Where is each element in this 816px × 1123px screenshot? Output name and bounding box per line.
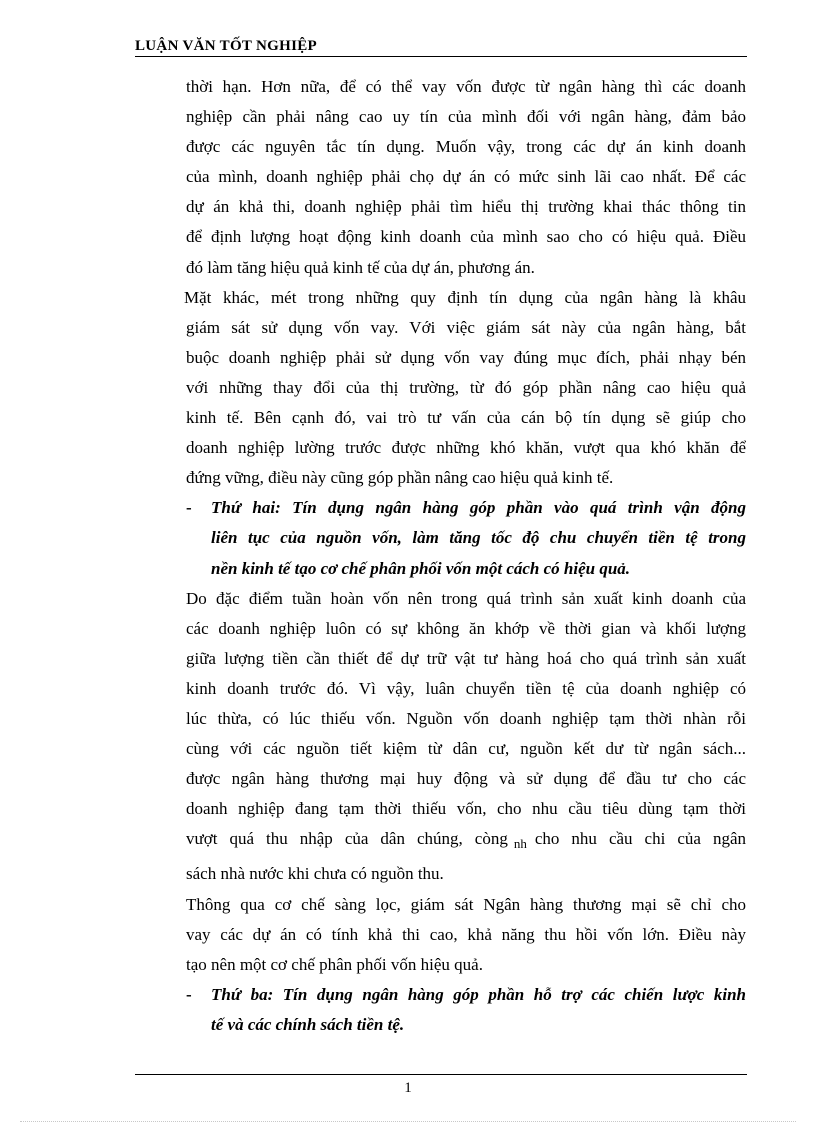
page-number: 1 (404, 1080, 412, 1096)
text-line: Thứ ba: Tín dụng ngân hàng góp phần hỗ trợ các chiến lược kinh (211, 984, 746, 1004)
text-line: thời hạn. Hơn nữa, để có thể vay vốn được từ ngân hàng thì các doanh (186, 77, 746, 96)
text-line: lúc thừa, có lúc thiếu vốn. Nguồn vốn doanh nghiệp tạm thời nhàn rỗi (186, 708, 746, 728)
bullet-second-role (186, 493, 746, 583)
text-line: giám sát sử dụng vốn vay. Với việc giám sát này của ngân hàng, bắt (186, 317, 746, 337)
text-line: đó làm tăng hiệu quả kinh tế của dự án, phương án. (186, 257, 535, 277)
text-line: các doanh nghiệp luôn có sự không ăn khớp về thời gian và khối lượng (186, 618, 746, 638)
page-edge (20, 1121, 796, 1122)
paragraph-capital-circulation (186, 584, 746, 890)
text-line: doanh nghiệp lường trước được những khó khăn, vượt qua khó khăn để (186, 438, 746, 458)
bullet-dash: - (186, 498, 192, 518)
text-line: kinh tế. Bên cạnh đó, vai trò tư vấn của cán bộ tín dụng sẽ giúp cho (186, 408, 746, 428)
text-fragment: cho nhu cầu chi của ngân (534, 829, 746, 849)
text-line: với những thay đổi của thị trường, từ đó góp phần nâng cao hiệu quả (186, 377, 746, 397)
bullet-third-role (186, 980, 746, 1040)
paragraph-screening (186, 890, 746, 980)
header-rule (135, 56, 747, 57)
text-line: giữa lượng tiền cần thiết để dự trữ vật tư hàng hoá cho quá trình sản xuất (186, 648, 746, 668)
text-line: doanh nghiệp đang tạm thời thiếu vốn, cho nhu cầu tiêu dùng tạm thời (186, 799, 746, 819)
text-line: vay các dự án có tính khả thi cao, khả năng thu hồi vốn lớn. Điều này (186, 924, 746, 944)
text-line: tế và các chính sách tiền tệ. (211, 1014, 405, 1034)
text-line: được các nguyên tắc tín dụng. Muốn vậy, trong các dự án kinh doanh (186, 137, 746, 157)
paragraph-loan-reputation (186, 72, 746, 283)
text-line: nghiệp cần phải nâng cao uy tín của mình đối với ngân hàng, đảm bảo (186, 107, 746, 127)
text-line: liên tục của nguồn vốn, làm tăng tốc độ chu chuyển tiền tệ trong (211, 528, 746, 548)
text-line: cùng với các nguồn tiết kiệm từ dân cư, nguồn kết dư từ ngân sách... (186, 739, 746, 759)
bullet-dash: - (186, 984, 192, 1004)
text-line: Thứ hai: Tín dụng ngân hàng góp phần vào quá trình vận động (211, 498, 746, 518)
text-line: sách nhà nước khi chưa có nguồn thu. (186, 864, 444, 884)
footer-rule (135, 1074, 747, 1075)
paragraph-loan-supervision (186, 283, 746, 494)
text-line-with-fragment (186, 824, 746, 859)
text-line: đứng vững, điều này cũng góp phần nâng cao hiệu quả kinh tế. (186, 468, 614, 488)
text-line: được ngân hàng thương mại huy động và sử dụng để đầu tư cho các (186, 769, 746, 789)
text-line: của mình, doanh nghiệp phải chọ dự án có mức sinh lãi cao nhất. Để các (186, 167, 746, 187)
stray-fragment: nh (513, 836, 527, 852)
text-line: buộc doanh nghiệp phải sử dụng vốn vay đúng mục đích, phải nhạy bén (186, 347, 746, 367)
text-line: kinh doanh trước đó. Vì vậy, luân chuyển tiền tệ của doanh nghiệp có (186, 678, 746, 698)
text-line: dự án khả thi, doanh nghiệp phải tìm hiểu thị trường khai thác thông tin (186, 197, 746, 217)
text-line: nền kinh tế tạo cơ chế phân phối vốn một cách có hiệu quả. (211, 558, 631, 578)
text-line: Thông qua cơ chế sàng lọc, giám sát Ngân hàng thương mại sẽ chỉ cho (186, 894, 746, 914)
text-line: Mặt khác, mét trong những quy định tín dụng của ngân hàng là khâu (184, 287, 746, 307)
running-header: LUẬN VĂN TỐT NGHIỆP (135, 38, 317, 54)
text-line: tạo nên một cơ chế phân phối vốn hiệu quả. (186, 954, 483, 974)
text-fragment: vượt quá thu nhập của dân chúng, còng (186, 829, 508, 849)
text-line: Do đặc điểm tuần hoàn vốn nên trong quá trình sản xuất kinh doanh của (186, 588, 746, 608)
text-line: để định lượng hoạt động kinh doanh của mình sao cho có hiệu quả. Điều (186, 227, 746, 247)
page-body (186, 72, 746, 1040)
